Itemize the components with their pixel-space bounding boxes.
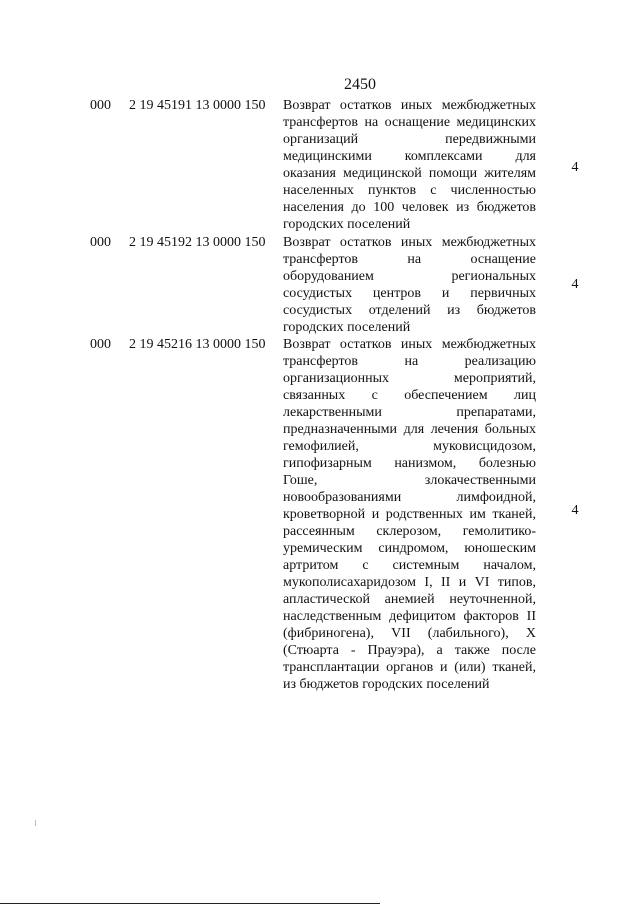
description-line: Гоше, злокачественными — [283, 473, 536, 488]
row-code: 000 — [90, 235, 111, 250]
row-budget-code: 2 19 45216 13 0000 150 — [129, 337, 266, 352]
bottom-rule — [0, 903, 380, 904]
description-line: артритом с системным началом, — [283, 558, 536, 573]
description-line: (Стюарта - Прауэра), а также после — [283, 643, 536, 658]
description-line: медицинскими комплексами для — [283, 149, 536, 164]
description-line: рассеянным склерозом, гемолитико- — [283, 524, 536, 539]
description-line: трансфертов на оснащение — [283, 252, 536, 267]
description-line: наследственным дефицитом факторов II — [283, 609, 536, 624]
description-line: Возврат остатков иных межбюджетных — [283, 337, 536, 352]
row-budget-code: 2 19 45191 13 0000 150 — [129, 98, 266, 113]
page-number: 2450 — [344, 76, 376, 93]
description-line: оборудованием региональных — [283, 269, 536, 284]
description-line: предназначенными для лечения больных — [283, 422, 536, 437]
description-line: сосудистых центров и первичных — [283, 286, 536, 301]
description-line: организаций передвижными — [283, 132, 536, 147]
description-line: (фибриногена), VII (лабильного), X — [283, 626, 536, 641]
row-description — [283, 234, 536, 336]
description-line: апластической анемией неуточненной, — [283, 592, 536, 607]
description-line: уремическим синдромом, юношеским — [283, 541, 536, 556]
description-line: трансфертов на оснащение медицинских — [283, 115, 536, 130]
description-line: организационных мероприятий, — [283, 371, 536, 386]
row-value: 4 — [571, 277, 579, 292]
description-line: оказания медицинской помощи жителям — [283, 166, 536, 181]
description-line: кроветворной и родственных им тканей, — [283, 507, 536, 522]
description-line: лекарственными препаратами, — [283, 405, 536, 420]
description-line: Возврат остатков иных межбюджетных — [283, 235, 536, 250]
description-line: гипофизарным нанизмом, болезнью — [283, 456, 536, 471]
description-line: мукополисахаридозом I, II и VI типов, — [283, 575, 536, 590]
description-line: Возврат остатков иных межбюджетных — [283, 98, 536, 113]
row-code: 000 — [90, 98, 111, 113]
row-code: 000 — [90, 337, 111, 352]
row-budget-code: 2 19 45192 13 0000 150 — [129, 235, 266, 250]
row-value: 4 — [571, 503, 579, 518]
row-description — [283, 336, 536, 693]
row-description — [283, 97, 536, 233]
description-line: из бюджетов городских поселений — [283, 677, 490, 692]
description-line: городских поселений — [283, 217, 411, 232]
description-line: сосудистых отделений из бюджетов — [283, 303, 536, 318]
description-line: населенных пунктов с численностью — [283, 183, 536, 198]
description-line: трансфертов на реализацию — [283, 354, 536, 369]
description-line: новообразованиями лимфоидной, — [283, 490, 536, 505]
description-line: населения до 100 человек из бюджетов — [283, 200, 536, 215]
description-line: связанных с обеспечением лиц — [283, 388, 536, 403]
description-line: городских поселений — [283, 320, 411, 335]
description-line: трансплантации органов и (или) тканей, — [283, 660, 536, 675]
description-line: гемофилией, муковисцидозом, — [283, 439, 536, 454]
row-value: 4 — [571, 160, 579, 175]
scan-speck — [35, 820, 36, 826]
